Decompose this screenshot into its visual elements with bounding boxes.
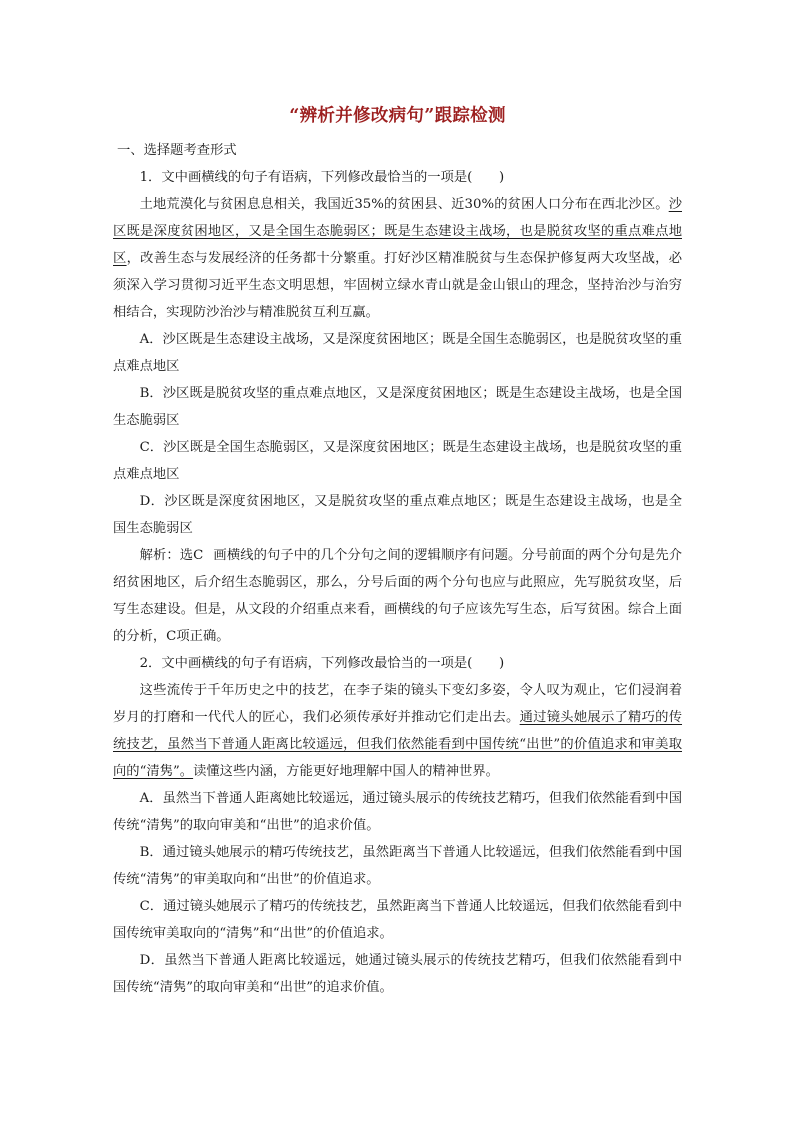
question-2-option-b: B．通过镜头她展示的精巧传统技艺，虽然距离当下普通人比较遥远，但我们依然能看到中国传统“清隽”的审美取向和“出世”的价值追求。 <box>113 845 682 887</box>
question-1-option-a: A．沙区既是生态建设主战场，又是深度贫困地区；既是全国生态脆弱区，也是脱贫攻坚的重点难点地区 <box>113 332 682 374</box>
question-2-option-c: C．通过镜头她展示了精巧的传统技艺，虽然距离当下普通人比较遥远，但我们依然能看到中国传统审美取向的“清隽”和“出世”的价值追求。 <box>113 899 682 941</box>
passage-text: ，改善生态与发展经济的任务都十分繁重。打好沙区精准脱贫与生态保护修复两大攻坚战，必须深入学习贯彻习近平生态文明思想，牢固树立绿水青山就是金山银山的理念，坚持治沙与治穷相结合，实现防沙治沙与精准脱贫互利互赢。 <box>113 251 683 320</box>
question-1-passage <box>113 191 682 326</box>
question-2-stem: 2．文中画横线的句子有语病，下列修改最恰当的一项是( ) <box>139 656 505 671</box>
underlined-sentence: 通过镜头她展示了精巧的传统技艺，虽然当下普通人距离比较遥远，但我们依然能看到中国传统“出世”的价值追求和审美取向的“清隽”。 <box>113 710 683 779</box>
page-title: “辨析并修改病句”跟踪检测 <box>289 106 506 126</box>
question-1-option-d: D．沙区既是深度贫困地区，又是脱贫攻坚的重点难点地区；既是生态建设主战场，也是全国生态脆弱区 <box>113 494 682 536</box>
analysis-label: 解析：选C <box>139 548 204 563</box>
passage-text: 土地荒漠化与贫困息息相关，我国近35%的贫困县、近30%的贫困人口分布在西北沙区。 <box>139 197 669 212</box>
question-2-option-d: D．虽然当下普通人距离比较遥远，她通过镜头展示的传统技艺精巧，但我们依然能看到中国传统“清隽”的取向审美和“出世”的追求价值。 <box>113 953 682 995</box>
question-1-analysis <box>113 542 682 650</box>
passage-text: 读懂这些内涵，方能更好地理解中国人的精神世界。 <box>193 764 499 779</box>
question-1-option-b: B．沙区既是脱贫攻坚的重点难点地区，又是深度贫困地区；既是生态建设主战场，也是全国生态脆弱区 <box>113 386 682 428</box>
passage-text: 这些流传于千年历史之中的技艺，在李子柒的镜头下变幻多姿，令人叹为观止，它们浸润着岁月的打磨和一代代人的匠心，我们必须传承好并推动它们走出去。 <box>113 683 682 725</box>
question-2-option-a: A．虽然当下普通人距离她比较遥远，通过镜头展示的传统技艺精巧，但我们依然能看到中国传统“清隽”的取向审美和“出世”的追求价值。 <box>113 791 682 833</box>
analysis-text: 画横线的句子中的几个分句之间的逻辑顺序有问题。分号前面的两个分句是先介绍贫困地区，后介绍生态脆弱区，那么，分号后面的两个分句也应与此照应，先写脱贫攻坚，后写生态建设。但是，从文段的介绍重点来看，画横线的句子应该先写生态，后写贫困。综合上面的分析，C项正确。 <box>113 548 683 644</box>
question-2-passage <box>113 677 682 785</box>
underlined-sentence: 沙区既是深度贫困地区，又是全国生态脆弱区；既是生态建设主战场，也是脱贫攻坚的重点难点地区 <box>113 197 682 266</box>
question-1-stem: 1．文中画横线的句子有语病，下列修改最恰当的一项是( ) <box>139 170 505 185</box>
section-heading: 一、选择题考查形式 <box>117 143 237 158</box>
question-1-option-c: C．沙区既是全国生态脆弱区，又是深度贫困地区；既是生态建设主战场，也是脱贫攻坚的重点难点地区 <box>113 440 682 482</box>
